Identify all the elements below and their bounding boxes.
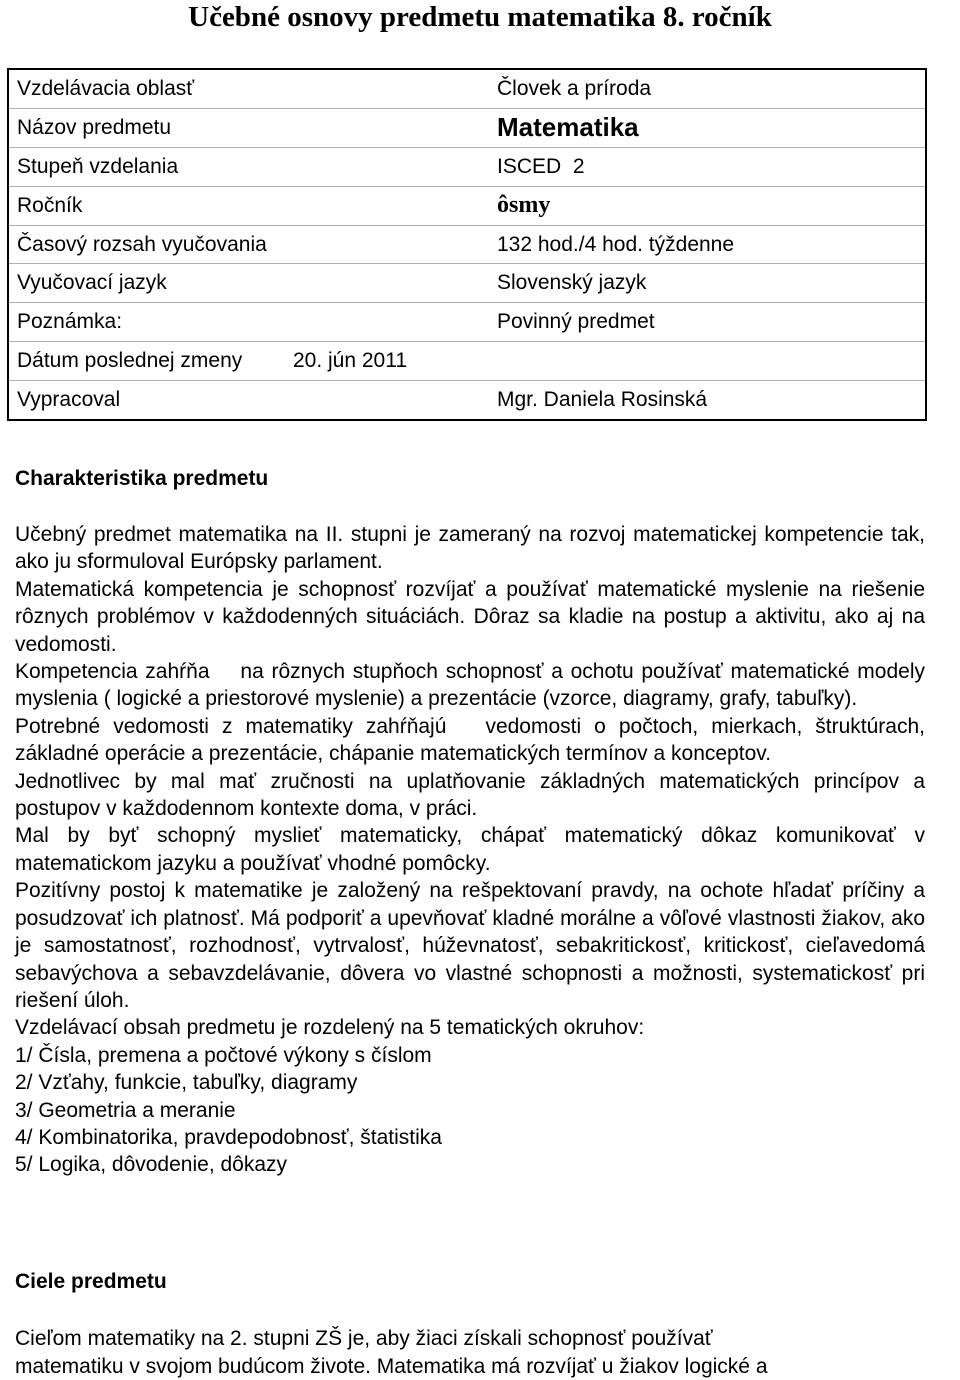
paragraph: Matematická kompetencia je schopnosť rozvíjať a používať matematické myslenie na riešenie rôznych problémov v každodenných situáciách. Dôraz sa kladie na postup a aktivitu, ako aj na vedomosti. (15, 577, 925, 656)
list-item: 3/ Geometria a meranie (15, 1098, 236, 1122)
paragraph: Pozitívny postoj k matematike je založený na rešpektovaní pravdy, na ochote hľadať príčiny a posudzovať ich platnosť. Má podporiť a upevňovať kladné morálne a vôľové vlastnosti žiakov, ako je samostatnosť, rozhodnosť, vytrvalosť, húževnatosť, sebakritickosť, kritickosť, cieľavedomá sebavýchova a sebavzdelávanie, dôvera vo vlastné schopnosti a možnosti, systematickosť pri riešení úloh. (15, 879, 925, 1012)
table-row (8, 186, 926, 225)
table-row (8, 342, 926, 381)
paragraph: Učebný predmet matematika na II. stupni je zameraný na rozvoj matematickej kompetencie tak, ako ju sformuloval Európsky parlament. (15, 523, 925, 574)
row-value: ôsmy (493, 186, 926, 225)
row-combined (8, 342, 926, 381)
paragraph: Vzdelávací obsah predmetu je rozdelený na 5 tematických okruhov: (15, 1016, 645, 1040)
row-value: Slovenský jazyk (493, 264, 926, 303)
row-label: Názov predmetu (8, 108, 493, 147)
table-row (8, 264, 926, 303)
row-label: Dátum poslednej zmeny (17, 349, 243, 373)
goals-heading: Ciele predmetu (15, 1270, 167, 1293)
list-item: 5/ Logika, dôvodenie, dôkazy (15, 1153, 288, 1177)
row-label: Vzdelávacia oblasť (8, 69, 493, 108)
paragraph-line: Cieľom matematiky na 2. stupni ZŠ je, aby žiaci získali schopnosť používať (15, 1327, 713, 1350)
paragraph-line: matematiku v svojom budúcom živote. Matematika má rozvíjať u žiakov logické a (15, 1354, 768, 1378)
characteristics-body (15, 521, 931, 1179)
row-label: Ročník (8, 186, 493, 225)
list-item: 4/ Kombinatorika, pravdepodobnosť, štatistika (15, 1125, 442, 1149)
table-row (8, 69, 926, 108)
table-row (8, 147, 926, 186)
row-value: Povinný predmet (493, 303, 926, 342)
table-row (8, 108, 926, 147)
subject-info-table (7, 68, 927, 421)
row-value: 20. jún 2011 (292, 349, 408, 373)
row-value: Mgr. Daniela Rosinská (497, 388, 708, 412)
row-value: Matematika (493, 108, 926, 147)
table-row (8, 303, 926, 342)
paragraph: Jednotlivec by mal mať zručnosti na uplatňovanie základných matematických princípov a postupov v každodennom kontexte doma, v práci. (15, 769, 925, 821)
document-title: Učebné osnovy predmetu matematika 8. ročník (188, 1, 772, 33)
table-row (8, 225, 926, 264)
row-label: Stupeň vzdelania (8, 147, 493, 186)
list-item: 1/ Čísla, premena a počtové výkony s číslom (15, 1043, 432, 1067)
row-label: Poznámka: (8, 303, 493, 342)
row-value: 132 hod./4 hod. týždenne (493, 225, 926, 264)
goals-body (15, 1325, 925, 1380)
characteristics-heading: Charakteristika predmetu (15, 467, 269, 490)
paragraph: Mal by byť schopný myslieť matematicky, chápať matematický dôkaz komunikovať v matematickom jazyku a používať vhodné pomôcky. (15, 824, 925, 875)
row-value: Človek a príroda (493, 69, 926, 108)
row-label: Vypracoval (17, 388, 121, 412)
row-value: ISCED 2 (493, 147, 926, 186)
paragraph: Kompetencia zahŕňa na rôznych stupňoch schopnosť a ochotu používať matematické modely myslenia ( logické a priestorové myslenie) a prezentácie (vzorce, diagramy, grafy, tabuľky). (15, 660, 931, 711)
row-label: Časový rozsah vyučovania (8, 225, 493, 264)
table-row (8, 381, 926, 420)
row-label: Vyučovací jazyk (8, 264, 493, 303)
paragraph: Potrebné vedomosti z matematiky zahŕňajú vedomosti o počtoch, mierkach, štruktúrach, základné operácie a prezentácie, chápanie matematických termínov a konceptov. (15, 714, 931, 766)
list-item: 2/ Vzťahy, funkcie, tabuľky, diagramy (15, 1071, 358, 1095)
